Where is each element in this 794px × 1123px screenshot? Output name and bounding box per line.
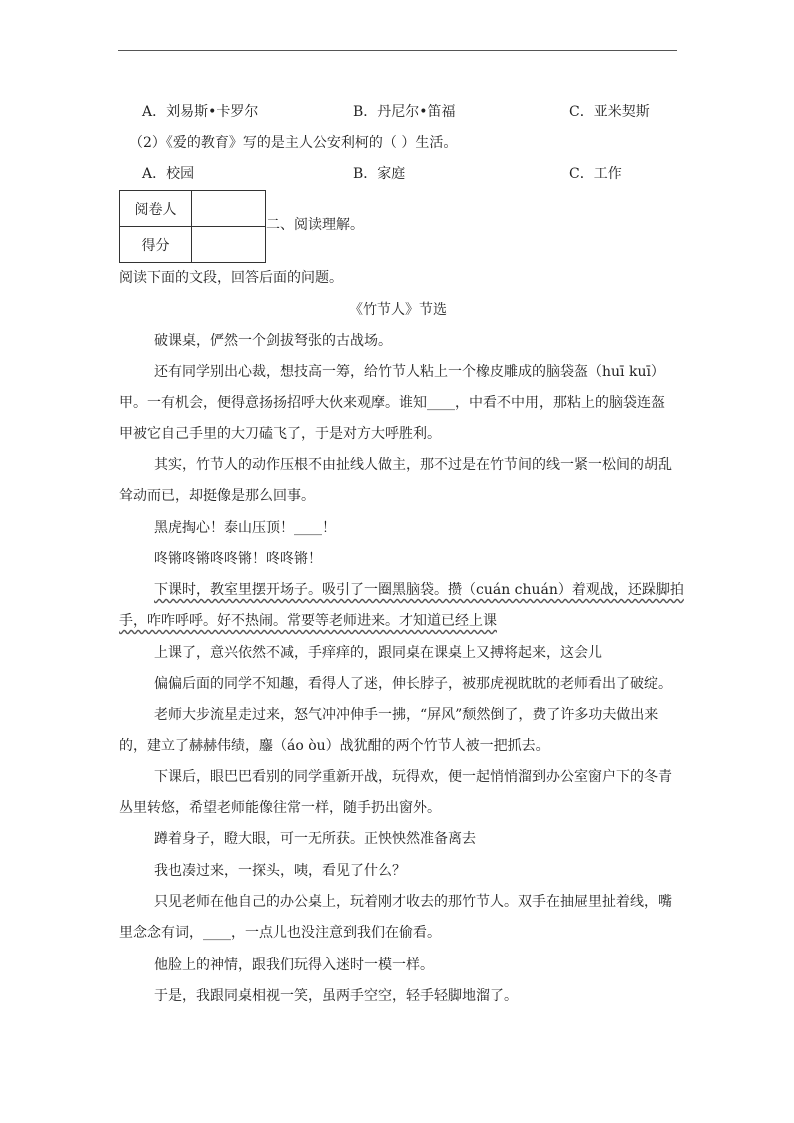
score-table: [119, 190, 266, 263]
passage-line: 里念念有词，____，一点儿也没注意到我们在偷看。: [119, 925, 441, 941]
passage-line: 甲被它自己手里的大刀磕飞了，于是对方大呼胜利。: [119, 426, 441, 442]
passage-line: 其实，竹节人的动作压根不由扯线人做主，那不过是在竹节间的线一紧一松间的胡乱: [154, 457, 672, 473]
passage-line: 上课了，意兴依然不减，手痒痒的，跟同桌在课桌上又搏将起来，这会儿: [154, 645, 602, 661]
passage-line: 我也凑过来，一探头，咦，看见了什么？: [154, 863, 406, 879]
q1-option-a: A．刘易斯•卡罗尔: [142, 104, 259, 120]
q1-option-b: B．丹尼尔•笛福: [353, 104, 456, 120]
q2-option-c: C．工作: [569, 166, 622, 182]
passage-line: 黑虎掏心！泰山压顶！____！: [154, 520, 336, 536]
passage-line: 丛里转悠，希望老师能像往常一样，随手扔出窗外。: [119, 800, 441, 816]
underlined-passage-line: 下课时，教室里摆开场子。吸引了一圈黑脑袋。攒（cuán chuán）着观战，还跺脚拍: [154, 582, 684, 598]
q2-text: （2）《爱的教育》写的是主人公安利柯的（ ）生活。: [129, 135, 458, 151]
passage-line: 下课后，眼巴巴看别的同学重新开战，玩得欢，便一起悄悄溜到办公室窗户下的冬青: [154, 769, 672, 785]
reviewer-label: 阅卷人: [120, 191, 192, 227]
passage-title: 《竹节人》节选: [349, 302, 447, 318]
passage-line: 咚锵咚锵咚咚锵！咚咚锵！: [154, 551, 322, 567]
passage-line: 甲。一有机会，便得意扬扬招呼大伙来观摩。谁知____，中看不中用，那粘上的脑袋连盔: [119, 395, 665, 411]
passage-line-wrap: [119, 611, 677, 631]
passage-line: 还有同学别出心裁，想技高一筹，给竹节人粘上一个橡皮雕成的脑袋盔（huī kuī）: [154, 364, 665, 380]
passage-line: 的，建立了赫赫伟绩，鏖（áo òu）战犹酣的两个竹节人被一把抓去。: [119, 738, 550, 754]
section-heading: 二、阅读理解。: [266, 217, 364, 233]
header-rule: [118, 50, 677, 51]
passage-line: 耸动而已，却挺像是那么回事。: [119, 488, 315, 504]
q1-option-c: C．亚米契斯: [569, 104, 650, 120]
underlined-passage-line: 手，咋咋呼呼。好不热闹。常要等老师进来。才知道已经上课: [119, 613, 497, 629]
q2-option-b: B．家庭: [353, 166, 406, 182]
passage-line: 于是，我跟同桌相视一笑，虽两手空空，轻手轻脚地溜了。: [154, 988, 518, 1004]
reviewer-cell: [192, 191, 266, 227]
passage-line: 偏偏后面的同学不知趣，看得人了迷，伸长脖子，被那虎视眈眈的老师看出了破绽。: [154, 676, 672, 692]
passage-line: 老师大步流星走过来，怒气冲冲伸手一拂，“屏风”颓然倒了，费了许多功夫做出来: [154, 707, 659, 723]
score-cell: [192, 227, 266, 263]
instruction: 阅读下面的文段，回答后面的问题。: [119, 270, 343, 286]
passage-line: 只见老师在他自己的办公桌上，玩着刚才收去的那竹节人。双手在抽屉里扯着线，嘴: [154, 894, 672, 910]
score-label: 得分: [120, 227, 192, 263]
passage-line-wrap: [119, 580, 684, 600]
passage-line: 蹲着身子，瞪大眼，可一无所获。正怏怏然准备离去: [154, 831, 476, 847]
passage-line: 他脸上的神情，跟我们玩得入迷时一模一样。: [154, 957, 434, 973]
q2-option-a: A．校园: [142, 166, 195, 182]
passage-line: 破课桌，俨然一个剑拔弩张的古战场。: [154, 333, 392, 349]
